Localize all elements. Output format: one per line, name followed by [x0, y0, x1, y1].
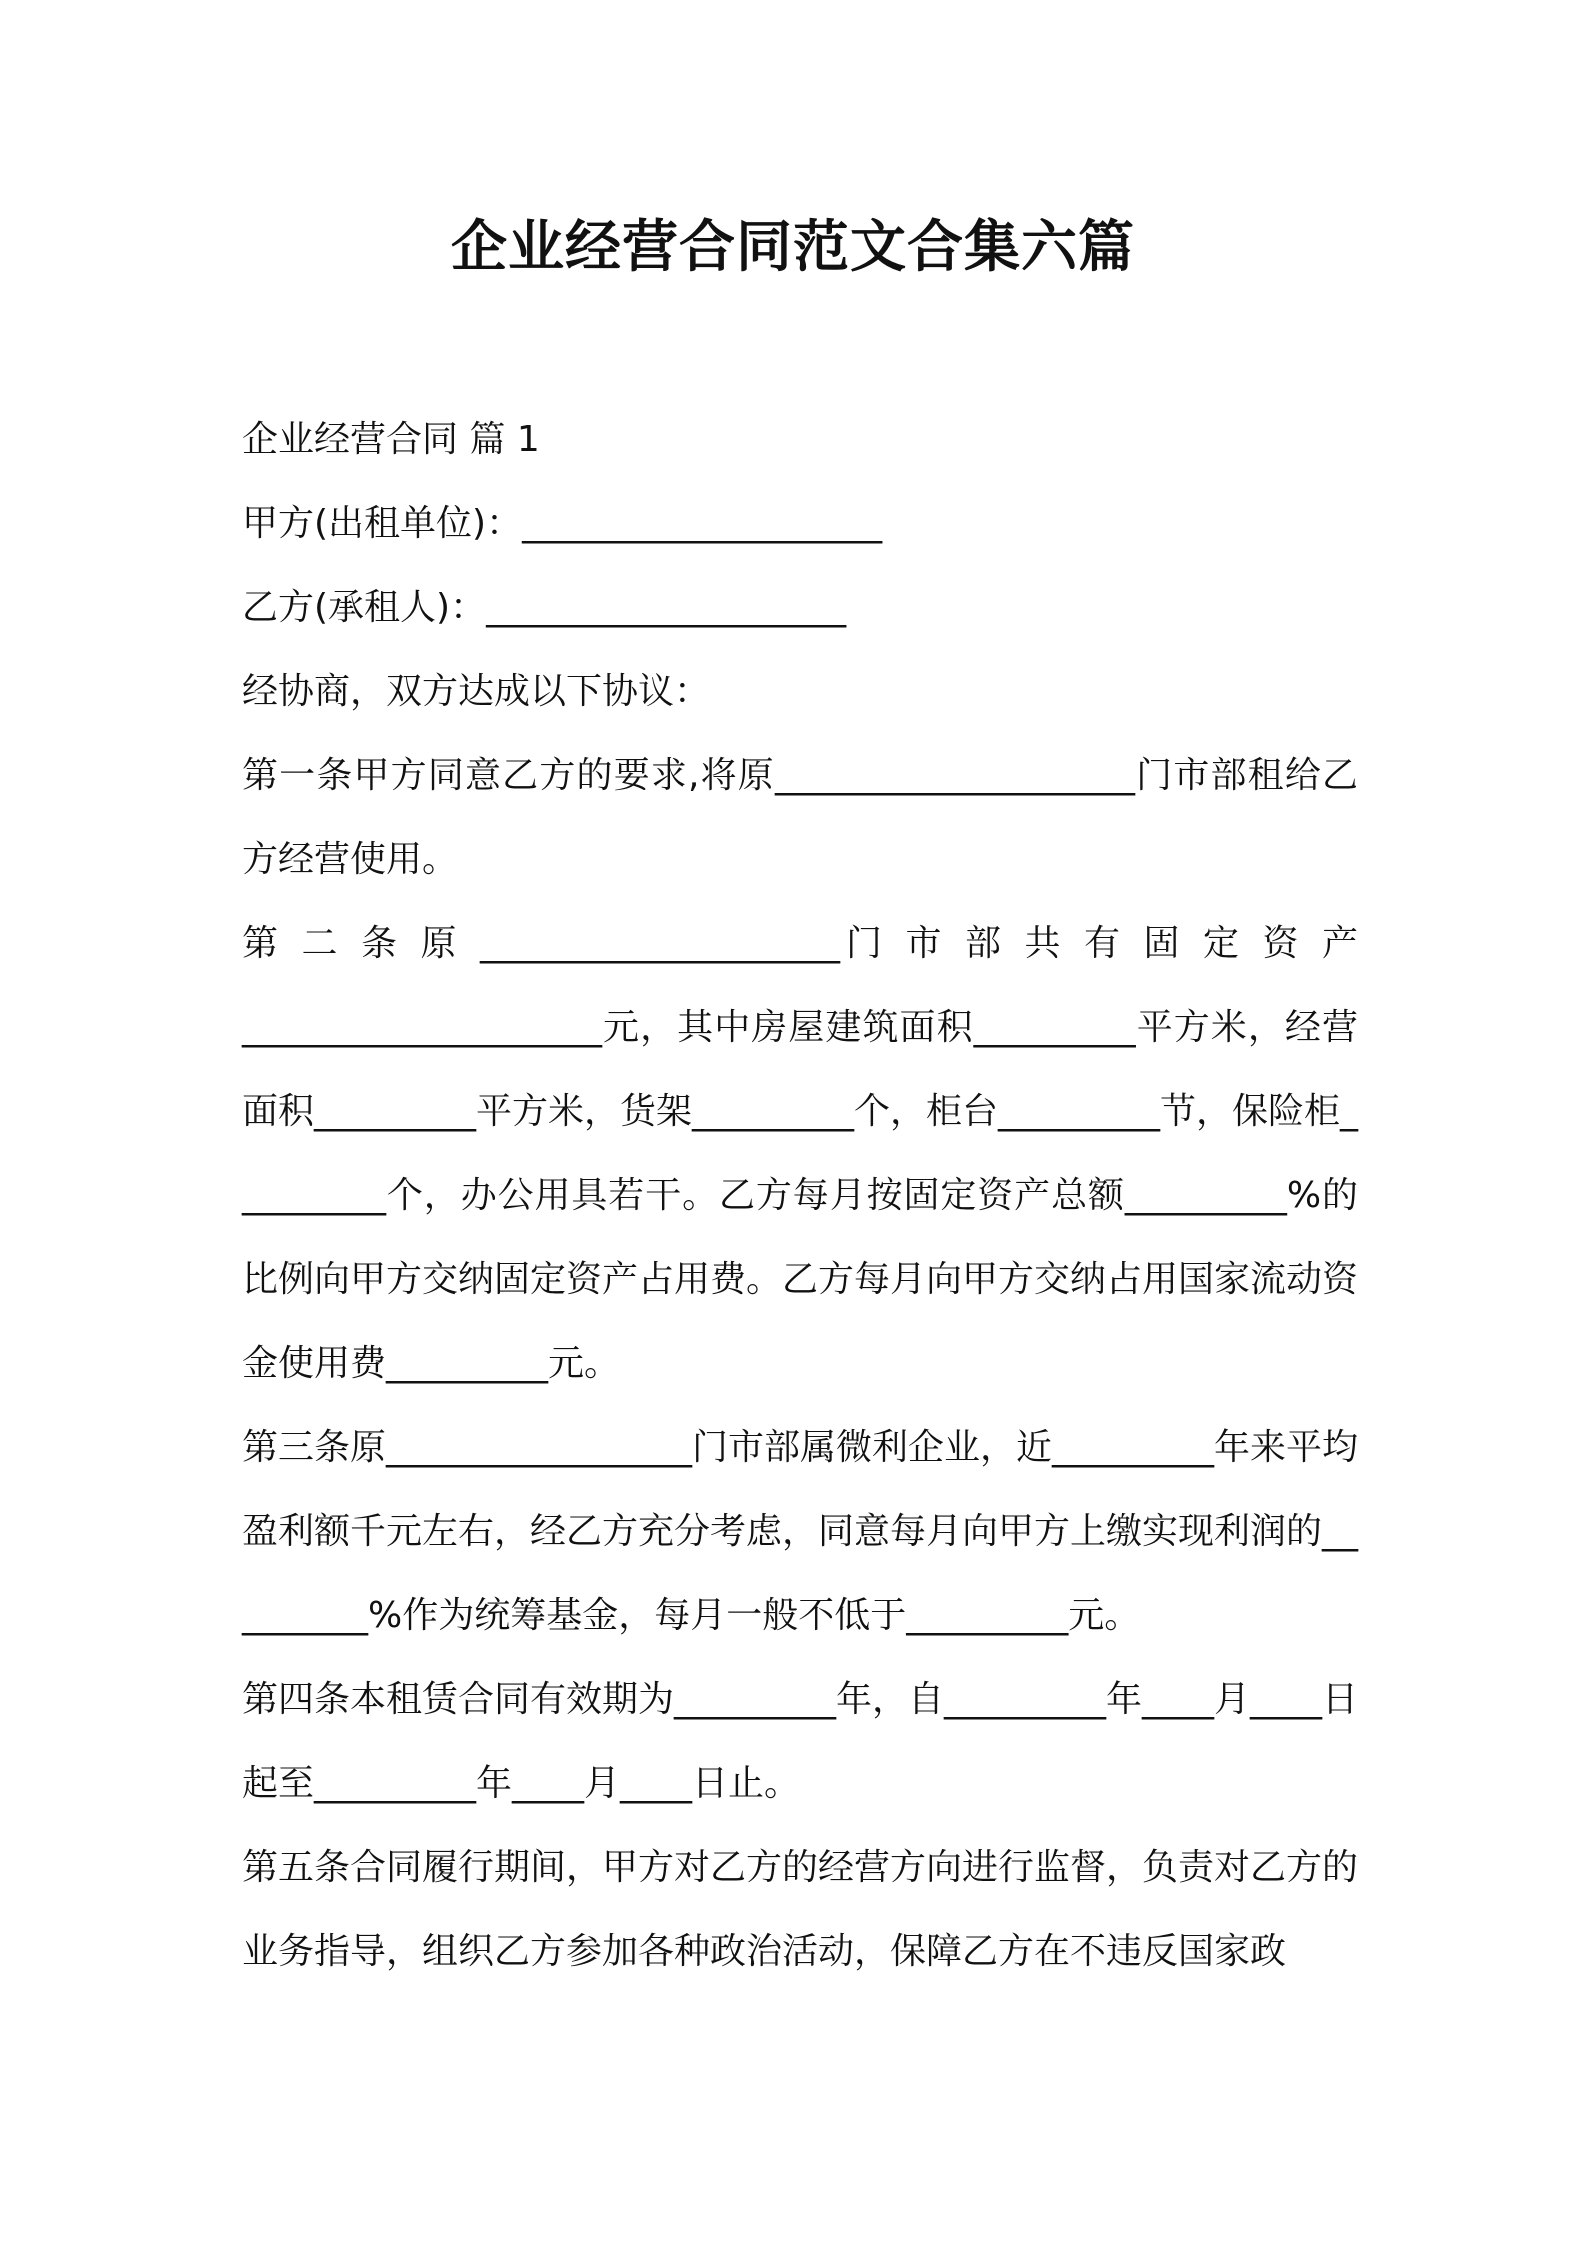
agreement-intro: 经协商，双方达成以下协议： [242, 671, 711, 712]
article-1: 第一条甲方同意乙方的要求,将原____________________门市部租给乙方经营使用。 [242, 755, 1358, 880]
section-heading: 企业经营合同 篇 1 [242, 419, 540, 460]
party-b-line: 乙方(承租人)：____________________ [242, 587, 847, 628]
document-body [242, 398, 1358, 1994]
article-5: 第五条合同履行期间，甲方对乙方的经营方向进行监督，负责对乙方的业务指导，组织乙方参加各种政治活动，保障乙方在不违反国家政 [242, 1847, 1359, 1972]
article-2-body: ____________________元，其中房屋建筑面积_________平方米，经营面积_________平方米，货架_________个，柜台_________节，保险柜_________个，办公用具若干。乙方每月按固定资产总额_________%的比例向甲方交纳固定资产占用费。乙方每月向甲方交纳占用国家流动资金使用费_________元。 [242, 1007, 1359, 1384]
document-title: 企业经营合同范文合集六篇 [451, 215, 1135, 280]
article-2-first-line: 第 二 条 原 ____________________门 市 部 共 有 固 定 资 产 [242, 923, 1358, 964]
article-3: 第三条原_________________门市部属微利企业，近_________年来平均盈利额千元左右，经乙方充分考虑，同意每月向甲方上缴实现利润的_________%作为统筹基金，每月一般不低于_________元。 [242, 1427, 1359, 1636]
party-a-line: 甲方(出租单位)：____________________ [242, 503, 883, 544]
article-4: 第四条本租赁合同有效期为_________年，自_________年____月____日起至_________年____月____日止。 [242, 1679, 1359, 1804]
